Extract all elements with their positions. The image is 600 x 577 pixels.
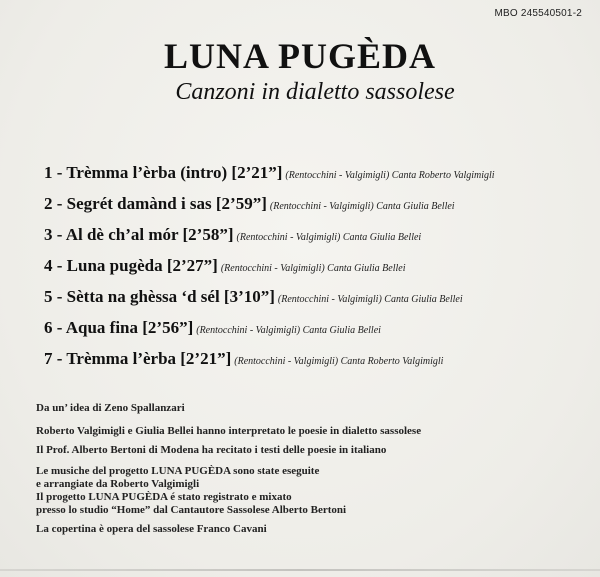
track-row xyxy=(44,318,584,349)
track-credits: (Rentocchini - Valgimigli) Canta Roberto Valgimigli xyxy=(285,170,495,181)
note-music: Le musiche del progetto LUNA PUGÈDA sono state eseguite xyxy=(36,465,320,477)
track-row xyxy=(44,287,584,318)
note-studio: presso lo studio “Home” dal Cantautore Sassolese Alberto Bertoni xyxy=(36,504,347,516)
tracklist xyxy=(44,163,584,380)
track-title: 5 - Sètta na ghèssa ‘d sél [3’10”] xyxy=(44,287,275,306)
note-cover: La copertina è opera del sassolese Franco Cavani xyxy=(36,523,267,535)
track-credits: (Rentocchini - Valgimigli) Canta Roberto Valgimigli xyxy=(234,356,444,367)
track-title: 6 - Aqua fina [2’56”] xyxy=(44,318,194,337)
track-title: 2 - Segrét damànd i sas [2’59”] xyxy=(44,194,267,213)
credits-notes xyxy=(36,402,576,536)
track-credits: (Rentocchini - Valgimigli) Canta Giulia Bellei xyxy=(196,325,381,336)
track-row xyxy=(44,163,584,194)
track-credits: (Rentocchini - Valgimigli) Canta Giulia Bellei xyxy=(269,201,455,212)
page-edge-divider xyxy=(0,569,600,571)
track-credits: (Rentocchini - Valgimigli) Canta Giulia Bellei xyxy=(220,263,406,274)
catalog-number: MBO 245540501-2 xyxy=(494,8,582,19)
note-recording: Il progetto LUNA PUGÈDA é stato registrato e mixato xyxy=(36,491,292,503)
track-row xyxy=(44,256,584,287)
album-title: LUNA PUGÈDA xyxy=(163,36,437,76)
track-row xyxy=(44,194,584,225)
track-row xyxy=(44,349,584,380)
track-title: 7 - Trèmma l’èrba [2’21”] xyxy=(44,349,232,368)
track-title: 3 - Al dè ch’al mór [2’58”] xyxy=(44,225,234,244)
track-title: 1 - Trèmma l’èrba (intro) [2’21”] xyxy=(44,163,283,182)
note-performers: Roberto Valgimigli e Giulia Bellei hanno interpretato le poesie in dialetto sassolese xyxy=(36,425,422,437)
note-idea: Da un’ idea di Zeno Spallanzari xyxy=(36,402,185,414)
note-arrangement: e arrangiate da Roberto Valgimigli xyxy=(36,478,200,490)
track-row xyxy=(44,225,584,256)
track-credits: (Rentocchini - Valgimigli) Canta Giulia Bellei xyxy=(277,294,463,305)
track-title: 4 - Luna pugèda [2’27”] xyxy=(44,256,218,275)
track-credits: (Rentocchini - Valgimigli) Canta Giulia Bellei xyxy=(236,232,422,243)
album-subtitle: Canzoni in dialetto sassolese xyxy=(175,79,455,105)
note-reciter: Il Prof. Alberto Bertoni di Modena ha recitato i testi delle poesie in italiano xyxy=(36,444,387,456)
